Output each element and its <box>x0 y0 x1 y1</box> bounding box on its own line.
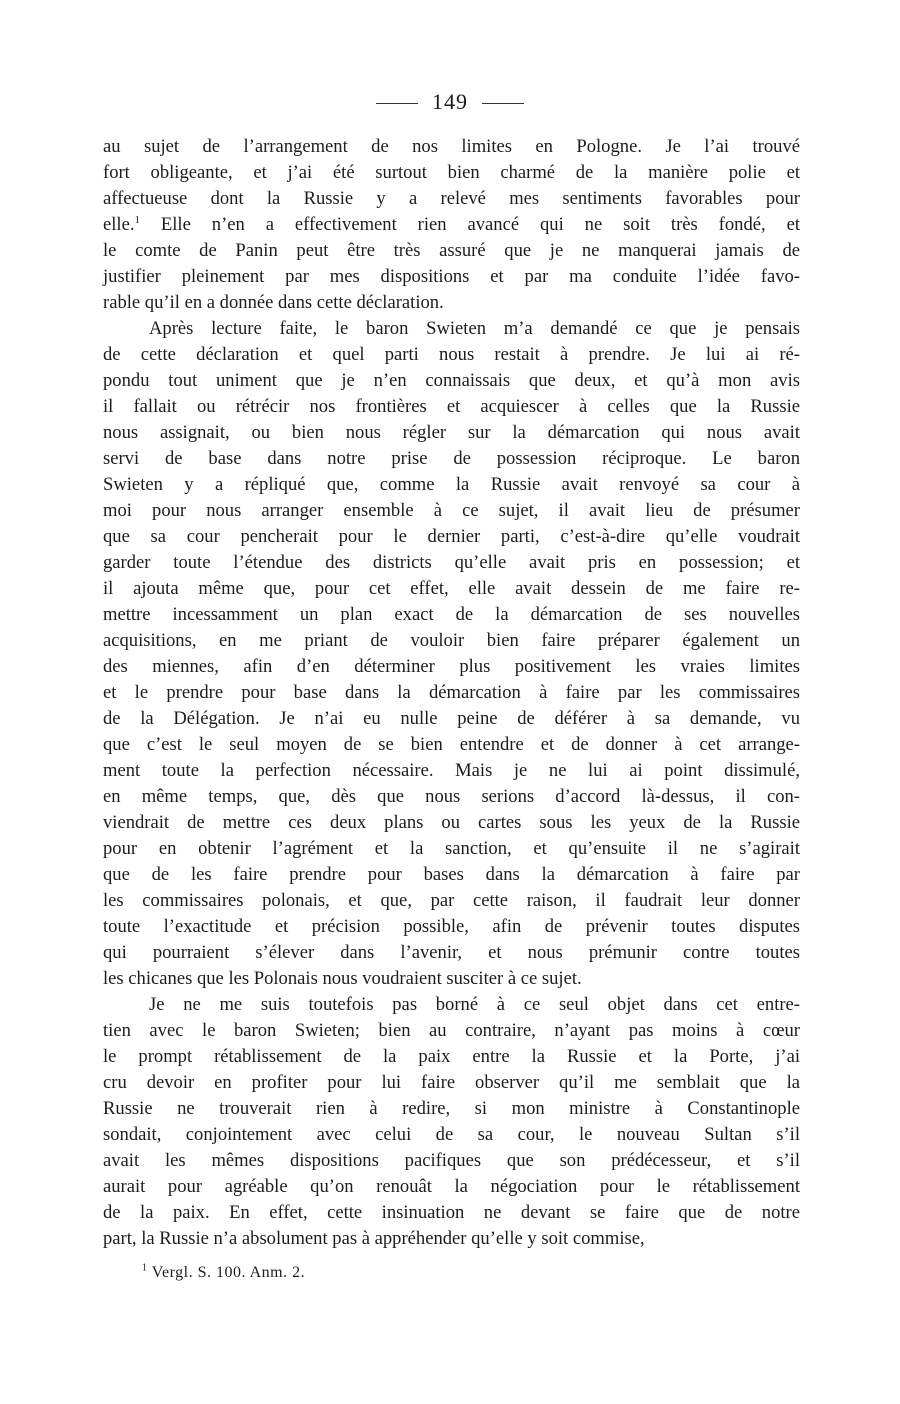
body-text <box>103 134 800 1252</box>
text-line: qui pourraient s’élever dans l’avenir, et nous prémunir contre toutes <box>103 942 800 963</box>
text-line: avait les mêmes dispositions pacifiques que son prédécesseur, et s’il <box>103 1150 800 1171</box>
text-line: ment toute la perfection nécessaire. Mais je ne lui ai point dissimulé, <box>103 760 800 781</box>
text-line: mettre incessamment un plan exact de la démarcation de ses nouvelles <box>103 604 800 625</box>
page-number-text: 149 <box>432 89 468 114</box>
text-line: aurait pour agréable qu’on renouât la négociation pour le rétablissement <box>103 1176 800 1197</box>
text-line: et le prendre pour base dans la démarcation à faire par les commissaires <box>103 682 800 703</box>
text-line: justifier pleinement par mes dispositions et par ma conduite l’idée favo- <box>103 266 800 287</box>
text-line: le comte de Panin peut être très assuré que je ne manquerai jamais de <box>103 240 800 261</box>
footnote-reference: 1 <box>134 213 140 226</box>
text-line: de cette déclaration et quel parti nous restait à prendre. Je lui ai ré- <box>103 344 800 365</box>
text-line: Russie ne trouverait rien à redire, si mon ministre à Constantinople <box>103 1098 800 1119</box>
text-line: moi pour nous arranger ensemble à ce sujet, il avait lieu de présumer <box>103 500 800 521</box>
text-line: le prompt rétablissement de la paix entre la Russie et la Porte, j’ai <box>103 1046 800 1067</box>
line-text: elle. <box>103 214 135 235</box>
text-line: garder toute l’étendue des districts qu’elle avait pris en possession; et <box>103 552 800 573</box>
text-line: Swieten y a répliqué que, comme la Russie avait renvoyé sa cour à <box>103 474 800 495</box>
text-line: rable qu’il en a donnée dans cette déclaration. <box>103 292 444 313</box>
text-line: viendrait de mettre ces deux plans ou cartes sous les yeux de la Russie <box>103 812 800 833</box>
text-line: toute l’exactitude et précision possible, afin de prévenir toutes disputes <box>103 916 800 937</box>
text-line: que c’est le seul moyen de se bien entendre et de donner à cet arrange- <box>103 734 800 755</box>
text-line: Après lecture faite, le baron Swieten m’a demandé ce que je pensais <box>149 318 800 339</box>
text-line: au sujet de l’arrangement de nos limites en Pologne. Je l’ai trouvé <box>103 136 800 157</box>
text-line: les chicanes que les Polonais nous voudraient susciter à ce sujet. <box>103 968 582 989</box>
text-line: nous assignait, ou bien nous régler sur la démarcation qui nous avait <box>103 422 800 443</box>
text-line: que de les faire prendre pour bases dans la démarcation à faire par <box>103 864 800 885</box>
text-line: part, la Russie n’a absolument pas à appréhender qu’elle y soit commise, <box>103 1228 645 1249</box>
left-rule <box>376 103 418 104</box>
footnote <box>142 1263 305 1283</box>
paragraph <box>103 992 800 1252</box>
text-line: fort obligeante, et j’ai été surtout bien charmé de la manière polie et <box>103 162 800 183</box>
text-line: les commissaires polonais, et que, par cette raison, il faudrait leur donner <box>103 890 800 911</box>
text-line: acquisitions, en me priant de vouloir bien faire préparer également un <box>103 630 800 651</box>
text-line: des miennes, afin d’en déterminer plus positivement les vraies limites <box>103 656 800 677</box>
text-line: cru devoir en profiter pour lui faire observer qu’il me semblait que la <box>103 1072 800 1093</box>
text-line: pondu tout uniment que je n’en connaissais que deux, et qu’à mon avis <box>103 370 800 391</box>
text-line: il fallait ou rétrécir nos frontières et acquiescer à celles que la Russie <box>103 396 800 417</box>
page-number <box>0 88 900 116</box>
paragraph <box>103 316 800 992</box>
text-line: que sa cour pencherait pour le dernier parti, c’est-à-dire qu’elle voudrait <box>103 526 800 547</box>
text-line: servi de base dans notre prise de possession réciproque. Le baron <box>103 448 800 469</box>
text-line: sondait, conjointement avec celui de sa cour, le nouveau Sultan s’il <box>103 1124 800 1145</box>
paragraph <box>103 134 800 316</box>
text-line: tien avec le baron Swieten; bien au contraire, n’ayant pas moins à cœur <box>103 1020 800 1041</box>
text-line: il ajouta même que, pour cet effet, elle avait dessein de me faire re- <box>103 578 800 599</box>
footnote-text: Vergl. S. 100. Anm. 2. <box>147 1264 306 1281</box>
footnote-marker: 1 <box>142 1262 148 1274</box>
text-line: pour en obtenir l’agrément et la sanction, et qu’ensuite il ne s’agirait <box>103 838 800 859</box>
text-line: en même temps, que, dès que nous serions d’accord là-dessus, il con- <box>103 786 800 807</box>
right-rule <box>482 103 524 104</box>
text-line: affectueuse dont la Russie y a relevé mes sentiments favorables pour <box>103 188 800 209</box>
line-text: Elle n’en a effectivement rien avancé qui ne soit très fondé, et <box>140 214 800 235</box>
text-line <box>103 212 800 238</box>
text-line: Je ne me suis toutefois pas borné à ce seul objet dans cet entre- <box>149 994 800 1015</box>
text-line: de la paix. En effet, cette insinuation ne devant se faire que de notre <box>103 1202 800 1223</box>
text-line: de la Délégation. Je n’ai eu nulle peine de déférer à sa demande, vu <box>103 708 800 729</box>
